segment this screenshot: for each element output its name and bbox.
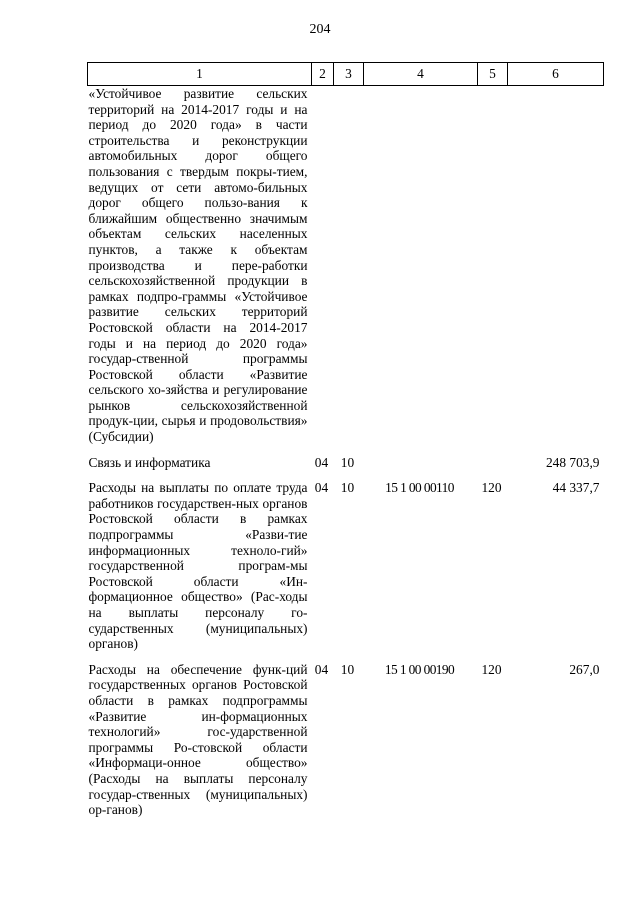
table-row [88,445,604,471]
column-header: 5 [478,63,508,86]
row-amount: 248 703,9 [545,454,600,470]
row-expense-type: 120 [481,480,502,496]
column-header: 4 [364,63,478,86]
row-expense-type [478,86,508,445]
page-number: 204 [309,22,331,37]
row-subsection-code: 10 [340,480,355,496]
row-target-article [364,445,478,471]
table-row [88,86,604,445]
row-section-code: 04 [314,661,329,677]
column-header: 1 [88,63,312,86]
table-row [88,470,604,652]
row-section-code: 04 [314,480,329,496]
row-description: Расходы на выплаты по оплате труда работников государствен-ных органов Ростовской области в рамках подпрограммы «Разви-тие информационных техноло-гий» государственной програм-мы Ростовской области «Ин-формационное общество» (Рас-ходы на выплаты персоналу го-сударственных (муниципальных) органов) [88,480,308,652]
row-description: Связь и информатика [88,454,211,470]
row-subsection-code [334,86,364,445]
row-subsection-code: 10 [340,454,355,470]
column-header: 6 [508,63,604,86]
row-target-article: 15 1 00 00190 [384,661,455,677]
row-section-code: 04 [314,454,329,470]
row-target-article [364,86,478,445]
row-description: «Устойчивое развитие сельских территорий на 2014-2017 годы и на период до 2020 года» в части строительства и реконструкции автомобильных дорог общего пользования с твердым покры-тием, ведущих от сети автомо-бильных дорог общего пользо-вания к ближайшим общественно значимым объектам сельских населенных пунктов, а также к объектам производства и пере-работки сельскохозяйственной продукции в рамках подпро-граммы «Устойчивое развитие сельских территорий Ростовской области на 2014-2017 годы и на период до 2020 года» государ-ственной программы Ростовской области «Развитие сельского хо-зяйства и регулирование рынков сельскохозяйственной продук-ции, сырья и продовольствия» (Субсидии) [88,86,308,445]
row-amount [508,86,604,445]
table-header-row [88,63,604,86]
column-header: 2 [312,63,334,86]
row-amount: 44 337,7 [552,480,600,496]
row-expense-type: 120 [481,661,502,677]
budget-table [87,62,604,818]
table-row [88,652,604,818]
row-subsection-code: 10 [340,661,355,677]
row-expense-type [478,445,508,471]
row-amount: 267,0 [569,661,600,677]
column-header: 3 [334,63,364,86]
row-section-code [312,86,334,445]
row-description: Расходы на обеспечение функ-ций государственных органов Ростовской области в рамках подпрограммы «Развитие ин-формационных технологий» гос-ударственной программы Ро-стовской области «Информаци-онное общество» (Расходы на выплаты персоналу государ-ственных (муниципальных) ор-ганов) [88,661,308,818]
row-target-article: 15 1 00 00110 [385,480,454,496]
